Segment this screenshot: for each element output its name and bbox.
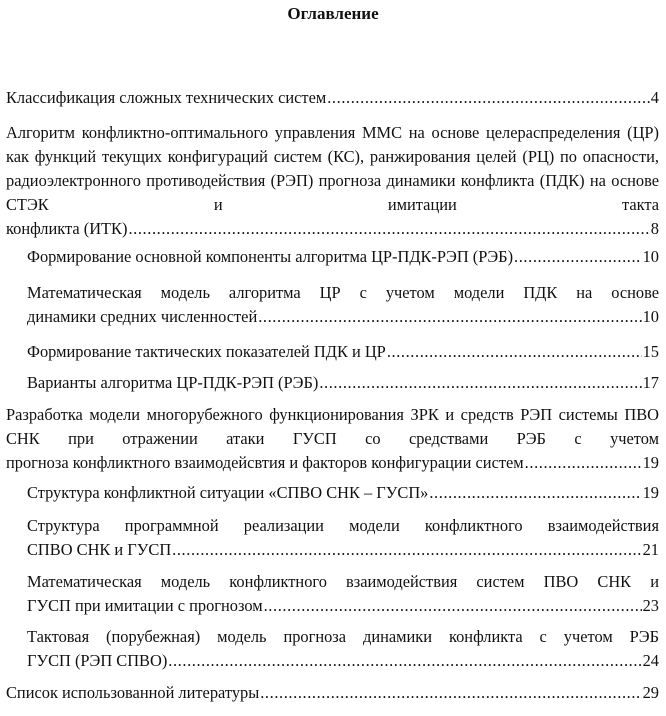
toc-entry-text: конфликта (ИТК) [6,219,128,238]
toc-page-number: 10 [642,247,659,266]
toc-page-number: 21 [642,540,659,559]
toc-leader-dots [327,86,650,110]
toc-entry-text: ГУСП (РЭП СПВО) [27,651,168,670]
toc-leader-dots [258,305,641,329]
toc-leader-dots [319,371,641,395]
toc-entry-line [6,217,659,241]
toc-page-number: 4 [650,88,659,107]
toc-entry-text: Классификация сложных технических систем [6,88,327,107]
toc-leader-dots [525,451,642,475]
toc-entry-text: ГУСП при имитации с прогнозом [27,596,263,615]
toc-subentry-tactical-indicators[interactable] [27,340,659,364]
toc-entry-text: СПВО СНК и ГУСП [27,540,172,559]
toc-leader-dots [429,481,641,505]
toc-entry-text-wrapped: Математическая модель конфликтного взаимодействия систем ПВО СНК и [27,572,659,591]
toc-entry-text: Варианты алгоритма ЦР-ПДК-РЭП (РЭБ) [27,373,319,392]
toc-entry-algorithm[interactable] [6,121,659,241]
toc-page-number: 10 [642,307,659,326]
toc-entry-text: Формирование основной компоненты алгоритма ЦР-ПДК-РЭП (РЭБ) [27,247,514,266]
toc-page-number: 17 [642,373,659,392]
toc-subentry-math-model[interactable] [27,281,659,329]
toc-subentry-main-component[interactable] [27,245,659,269]
toc-leader-dots [168,649,641,673]
toc-subentry-interaction-model[interactable] [27,570,659,618]
toc-entry-line [6,451,659,475]
toc-page-number: 19 [642,453,659,472]
toc-entry-line [27,649,659,673]
toc-entry-text: Формирование тактических показателей ПДК и ЦР [27,342,386,361]
toc-entry-line [6,86,659,110]
toc-entry-text-wrapped: Структура программной реализации модели конфликтного взаимодействия [27,516,659,535]
toc-leader-dots [172,538,641,562]
toc-leader-dots [387,340,642,364]
toc-leader-dots [260,681,641,705]
toc-entry-text-wrapped: Математическая модель алгоритма ЦР с учетом модели ПДК на основе [27,283,659,302]
toc-entry-text: прогноза конфликтного взаимодейсвтия и факторов конфигурации систем [6,453,524,472]
toc-subentry-algorithm-variants[interactable] [27,371,659,395]
toc-page-number: 24 [642,651,659,670]
toc-page-number: 19 [642,483,659,502]
toc-entry-line [27,245,659,269]
toc-entry-line [27,538,659,562]
toc-title: Оглавление [287,4,379,23]
toc-entry-line [6,681,659,705]
toc-leader-dots [264,594,642,618]
toc-entry-line [27,340,659,364]
toc-entry-text-wrapped: Алгоритм конфликтно-оптимального управления ММС на основе целераспределения (ЦР) как функций текущих конфигураций систем (КС), ранжирования целей (РЦ) по опасности, радиоэлектронного противодействия (РЭП) прогноза динамики конфликта (ПДК) на основе СТЭК и имитации такта [6,123,659,214]
toc-entry-text-wrapped: Тактовая (порубежная) модель прогноза динамики конфликта с учетом РЭБ [27,627,659,646]
toc-entry-model-development[interactable] [6,403,659,475]
toc-entry-line [27,481,659,505]
toc-entry-text-wrapped: Разработка модели многорубежного функционирования ЗРК и средств РЭП системы ПВО СНК при отражении атаки ГУСП со средствами РЭБ с учетом [6,405,659,448]
toc-entry-references[interactable] [6,681,659,705]
toc-subentry-tact-model[interactable] [27,625,659,673]
toc-entry-text: динамики средних численностей [27,307,258,326]
toc-entry-classification[interactable] [6,86,659,110]
toc-entry-line [27,305,659,329]
toc-leader-dots [128,217,649,241]
toc-entry-text: Структура конфликтной ситуации «СПВО СНК – ГУСП» [27,483,429,502]
toc-page-number: 15 [642,342,659,361]
toc-leader-dots [514,245,642,269]
toc-entry-line [27,594,659,618]
toc-subentry-conflict-structure[interactable] [27,481,659,505]
toc-entry-line [27,371,659,395]
toc-subentry-software-structure[interactable] [27,514,659,562]
toc-page-number: 8 [650,219,659,238]
toc-page-number: 23 [642,596,659,615]
toc-entry-text: Список использованной литературы [6,683,260,702]
toc-page-number: 29 [642,683,659,702]
